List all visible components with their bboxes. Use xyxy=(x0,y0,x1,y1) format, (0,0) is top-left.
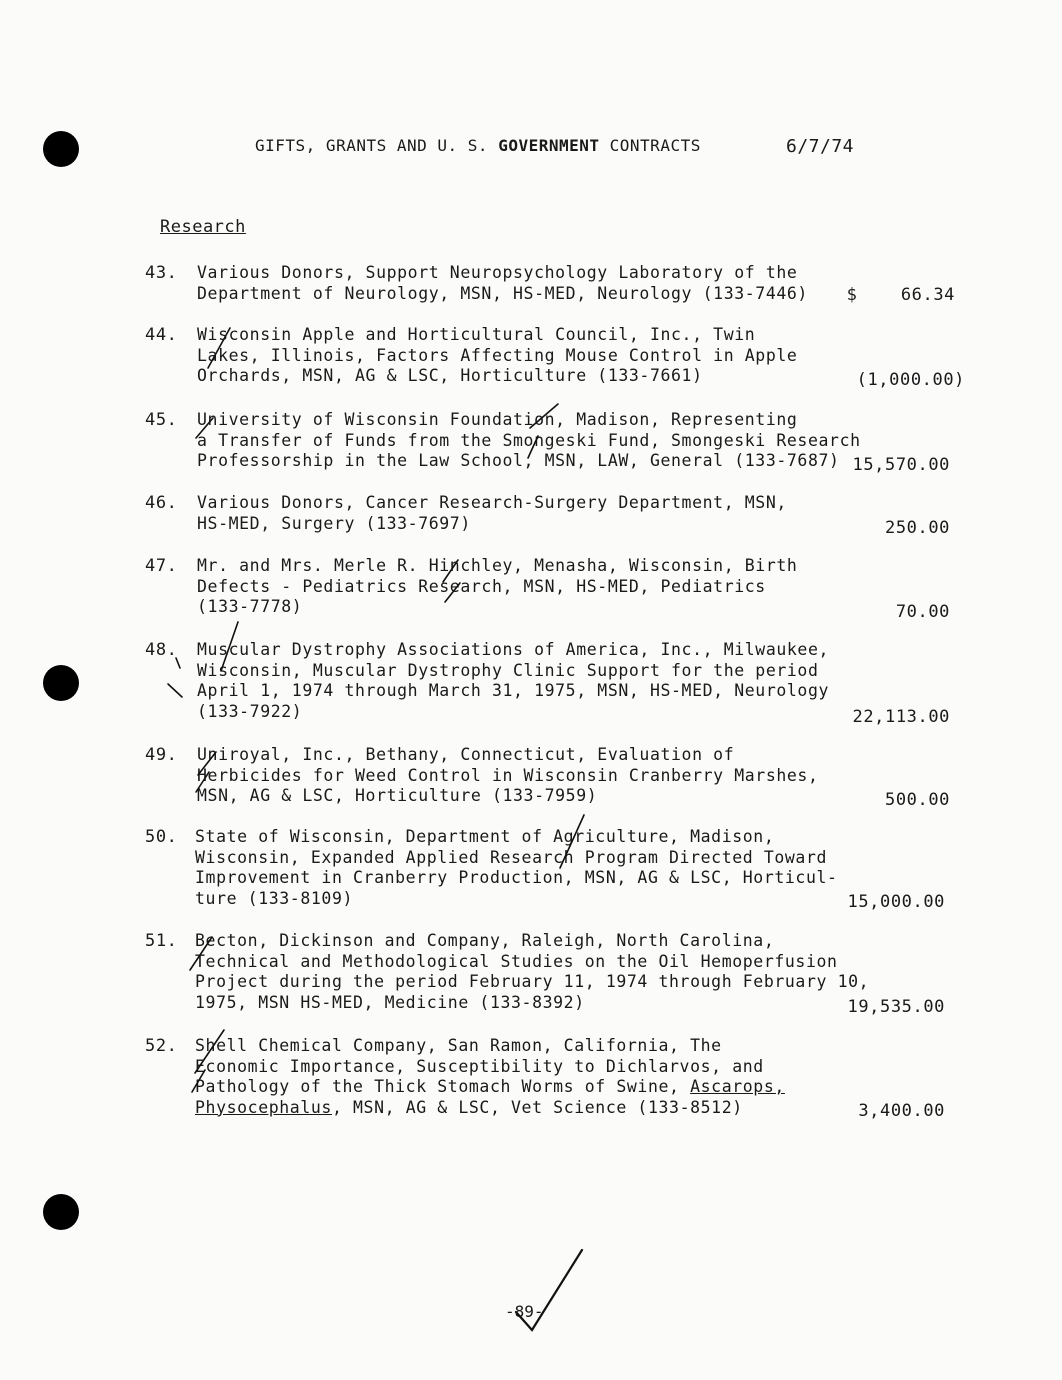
binder-hole-middle xyxy=(43,665,79,701)
entry-line: Professorship in the Law School, MSN, LAW, General (133-7687) xyxy=(197,451,840,470)
entry-line: University of Wisconsin Foundation, Madison, Representing xyxy=(197,410,798,429)
entry-number: 48. xyxy=(145,640,178,660)
entry-number: 43. xyxy=(145,263,178,283)
entry-line: Defects - Pediatrics Research, MSN, HS-MED, Pediatrics xyxy=(197,576,766,596)
entry-line: Department of Neurology, MSN, HS-MED, Neurology (133-7446) xyxy=(197,283,808,303)
title-part-1: GIFTS, GRANTS AND U. S. xyxy=(255,136,499,155)
entry-amount: 22,113.00 xyxy=(852,707,950,727)
entry-number: 44. xyxy=(145,325,178,345)
entry-line: Uniroyal, Inc., Bethany, Connecticut, Evaluation of xyxy=(197,745,735,764)
entry-line: Lakes, Illinois, Factors Affecting Mouse Control in Apple xyxy=(197,345,798,365)
entry-text xyxy=(197,556,857,618)
entry-amount: 250.00 xyxy=(884,518,950,538)
entry-amount: 19,535.00 xyxy=(847,997,945,1017)
entry-line: Orchards, MSN, AG & LSC, Horticulture (133-7661) xyxy=(197,366,703,385)
entry-amount: 500.00 xyxy=(884,790,950,810)
entry-number: 50. xyxy=(145,827,178,847)
entry-line: Shell Chemical Company, San Ramon, California, The xyxy=(195,1036,722,1055)
entry-line: 1975, MSN HS-MED, Medicine (133-8392) xyxy=(195,992,585,1012)
entry-line: Wisconsin, Muscular Dystrophy Clinic Support for the period xyxy=(197,660,819,680)
entry-line: Various Donors, Cancer Research-Surgery Department, MSN, xyxy=(197,493,787,512)
entry-text xyxy=(197,493,857,534)
entry-line: Project during the period February 11, 1974 through February 10, xyxy=(195,972,870,991)
entry-text xyxy=(197,745,857,807)
entry-line: April 1, 1974 through March 31, 1975, MSN, HS-MED, Neurology xyxy=(197,681,830,700)
entry-text xyxy=(195,827,855,909)
document-title xyxy=(255,136,701,155)
entry-line: Muscular Dystrophy Associations of America, Inc., Milwaukee, xyxy=(197,640,830,659)
entry-line: (133-7778) xyxy=(197,597,303,616)
entry-line-text: Pathology of the Thick Stomach Worms of Swine, xyxy=(195,1077,691,1096)
entry-line: ture (133-8109) xyxy=(195,888,354,908)
entry-line: Improvement in Cranberry Production, MSN, AG & LSC, Horticul- xyxy=(195,868,838,887)
entry-number: 51. xyxy=(145,931,178,951)
entry-line: Mr. and Mrs. Merle R. Hinchley, Menasha, Wisconsin, Birth xyxy=(197,556,798,575)
entry-text xyxy=(197,410,861,472)
page-number: -89- xyxy=(505,1302,544,1321)
entry-text xyxy=(195,1036,855,1118)
section-title: Research xyxy=(160,217,246,237)
entry-line: Various Donors, Support Neuropsychology Laboratory of the xyxy=(197,263,798,282)
entry-number: 47. xyxy=(145,556,178,576)
entry-number: 49. xyxy=(145,745,178,765)
entry-line: Wisconsin Apple and Horticultural Council, Inc., Twin xyxy=(197,325,756,344)
entry-line: Wisconsin, Expanded Applied Research Program Directed Toward xyxy=(195,847,828,867)
entry-line: Herbicides for Weed Control in Wisconsin Cranberry Marshes, xyxy=(197,765,819,785)
entry-line: MSN, AG & LSC, Horticulture (133-7959) xyxy=(197,786,598,805)
genus-physocephalus: Physocephalus xyxy=(195,1097,332,1117)
binder-hole-top xyxy=(43,131,79,167)
entry-number: 52. xyxy=(145,1036,178,1056)
entry-line: (133-7922) xyxy=(197,701,303,721)
entry-line: Technical and Methodological Studies on the Oil Hemoperfusion xyxy=(195,951,838,971)
entry-line: Economic Importance, Susceptibility to Dichlarvos, and xyxy=(195,1056,764,1076)
entry-number: 46. xyxy=(145,493,178,513)
entry-line: State of Wisconsin, Department of Agriculture, Madison, xyxy=(195,827,775,846)
entry-text xyxy=(197,325,857,387)
entry-line xyxy=(195,1077,855,1098)
title-part-2: CONTRACTS xyxy=(599,136,701,155)
entry-text xyxy=(197,640,857,722)
genus-ascarops: Ascarops, xyxy=(690,1077,785,1096)
entry-line xyxy=(195,1098,855,1119)
entry-line: a Transfer of Funds from the Smongeski Fund, Smongeski Research xyxy=(197,430,861,450)
entry-amount: 3,400.00 xyxy=(858,1101,945,1121)
pen-scribble-48 xyxy=(168,658,182,697)
entry-amount: $ 66.34 xyxy=(846,285,955,305)
entry-amount: 15,000.00 xyxy=(847,892,945,912)
entry-number: 45. xyxy=(145,410,178,430)
entry-line-text: , MSN, AG & LSC, Vet Science (133-8512) xyxy=(331,1097,743,1117)
entry-text xyxy=(195,931,870,1013)
title-bold: GOVERNMENT xyxy=(498,136,600,155)
entry-line: Becton, Dickinson and Company, Raleigh, North Carolina, xyxy=(195,931,775,950)
document-date: 6/7/74 xyxy=(786,136,855,157)
entry-amount: 70.00 xyxy=(895,602,950,622)
entry-amount: (1,000.00) xyxy=(856,370,965,390)
entry-amount: 15,570.00 xyxy=(852,455,950,475)
binder-hole-bottom xyxy=(43,1194,79,1230)
entry-text xyxy=(197,263,857,304)
entry-line: HS-MED, Surgery (133-7697) xyxy=(197,513,471,533)
